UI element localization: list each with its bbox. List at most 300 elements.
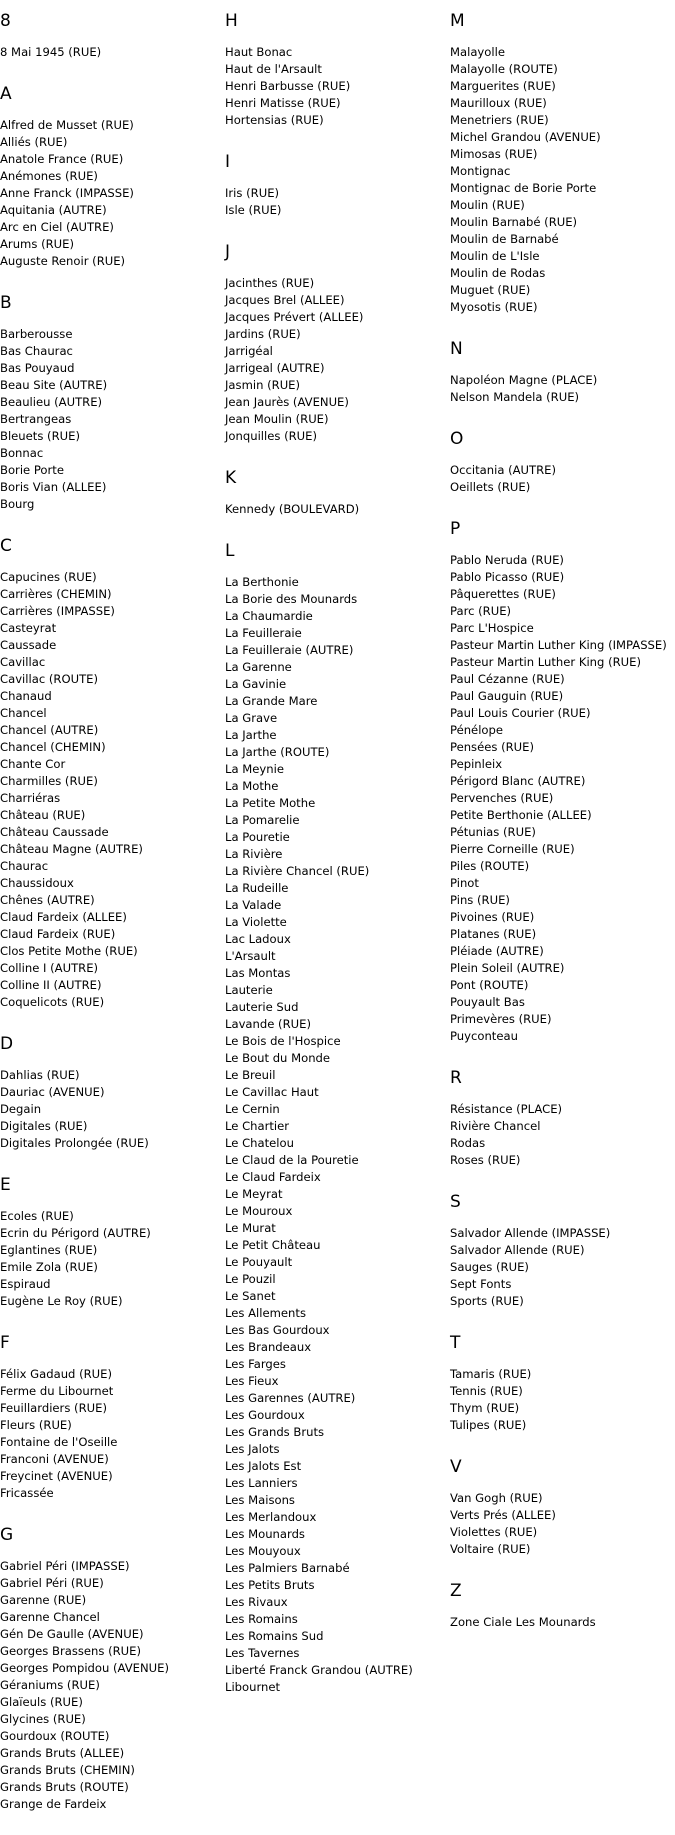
street-item: Les Romains bbox=[225, 1612, 298, 1626]
street-list bbox=[0, 44, 225, 61]
letter-section bbox=[0, 83, 225, 270]
street-item: La Rivière Chancel (RUE) bbox=[225, 864, 370, 878]
section-letter-heading: K bbox=[225, 468, 237, 488]
section-letter-heading: T bbox=[450, 1333, 461, 1353]
index-column bbox=[225, 10, 450, 1718]
street-item: Kennedy (BOULEVARD) bbox=[225, 502, 360, 516]
street-list bbox=[0, 117, 225, 270]
street-item: Claud Fardeix (RUE) bbox=[0, 927, 116, 941]
street-item: Félix Gadaud (RUE) bbox=[0, 1367, 113, 1381]
street-item: Dauriac (AVENUE) bbox=[0, 1085, 105, 1099]
street-item: Paul Louis Courier (RUE) bbox=[450, 706, 591, 720]
street-item: Les Grands Bruts bbox=[225, 1425, 325, 1439]
street-item: La Chaumardie bbox=[225, 609, 313, 623]
street-item: Chancel bbox=[0, 706, 47, 720]
street-item: Montignac de Borie Porte bbox=[450, 181, 597, 195]
street-item: Degain bbox=[0, 1102, 42, 1116]
street-list bbox=[225, 185, 450, 219]
street-item: Malayolle bbox=[450, 45, 505, 59]
street-item: Anatole France (RUE) bbox=[0, 152, 124, 166]
street-item: Jacques Prévert (ALLEE) bbox=[225, 310, 364, 324]
section-letter-heading: H bbox=[225, 11, 238, 31]
street-item: Lauterie bbox=[225, 983, 273, 997]
street-item: Jean Jaurès (AVENUE) bbox=[225, 395, 349, 409]
street-item: Alliés (RUE) bbox=[0, 135, 68, 149]
street-item: Georges Pompidou (AVENUE) bbox=[0, 1661, 169, 1675]
street-item: Pervenches (RUE) bbox=[450, 791, 554, 805]
section-letter-heading: E bbox=[0, 1175, 11, 1195]
street-item: Michel Grandou (AVENUE) bbox=[450, 130, 601, 144]
street-item: Voltaire (RUE) bbox=[450, 1542, 531, 1556]
street-list bbox=[450, 44, 675, 316]
street-item: Tamaris (RUE) bbox=[450, 1367, 532, 1381]
street-list bbox=[450, 1490, 675, 1558]
street-item: La Jarthe (ROUTE) bbox=[225, 745, 330, 759]
street-list bbox=[0, 1067, 225, 1152]
letter-section bbox=[225, 241, 450, 445]
street-item: Maurilloux (RUE) bbox=[450, 96, 547, 110]
street-item: Carrières (IMPASSE) bbox=[0, 604, 115, 618]
street-item: Piles (ROUTE) bbox=[450, 859, 530, 873]
street-item: Le Mouroux bbox=[225, 1204, 293, 1218]
street-item: La Borie des Mounards bbox=[225, 592, 358, 606]
section-letter-heading: M bbox=[450, 11, 465, 31]
street-list bbox=[0, 1558, 225, 1813]
street-item: Pablo Picasso (RUE) bbox=[450, 570, 565, 584]
street-item: La Pouretie bbox=[225, 830, 290, 844]
street-item: Tennis (RUE) bbox=[450, 1384, 523, 1398]
street-item: Jardins (RUE) bbox=[225, 327, 301, 341]
street-list bbox=[450, 1101, 675, 1169]
street-item: Las Montas bbox=[225, 966, 291, 980]
street-item: Moulin Barnabé (RUE) bbox=[450, 215, 578, 229]
street-item: Muguet (RUE) bbox=[450, 283, 531, 297]
street-item: Violettes (RUE) bbox=[450, 1525, 538, 1539]
street-item: Sept Fonts bbox=[450, 1277, 512, 1291]
street-item: Henri Barbusse (RUE) bbox=[225, 79, 351, 93]
letter-section bbox=[225, 540, 450, 1696]
index-column bbox=[450, 10, 675, 1653]
street-item: Claud Fardeix (ALLEE) bbox=[0, 910, 127, 924]
street-item: Espiraud bbox=[0, 1277, 51, 1291]
section-letter-heading: B bbox=[0, 293, 12, 313]
section-letter-heading: S bbox=[450, 1192, 461, 1212]
street-item: Les Garennes (AUTRE) bbox=[225, 1391, 356, 1405]
street-item: Cavillac (ROUTE) bbox=[0, 672, 99, 686]
street-item: Les Jalots bbox=[225, 1442, 280, 1456]
street-item: Freycinet (AVENUE) bbox=[0, 1469, 113, 1483]
street-item: Pensées (RUE) bbox=[450, 740, 535, 754]
street-item: Aquitania (AUTRE) bbox=[0, 203, 107, 217]
street-item: Les Lanniers bbox=[225, 1476, 298, 1490]
street-item: Arc en Ciel (AUTRE) bbox=[0, 220, 114, 234]
street-item: Les Tavernes bbox=[225, 1646, 300, 1660]
street-item: Malayolle (ROUTE) bbox=[450, 62, 558, 76]
street-item: Jasmin (RUE) bbox=[225, 378, 301, 392]
section-letter-heading: 8 bbox=[0, 11, 11, 31]
street-item: Myosotis (RUE) bbox=[450, 300, 538, 314]
street-item: Le Cavillac Haut bbox=[225, 1085, 319, 1099]
street-item: Petite Berthonie (ALLEE) bbox=[450, 808, 592, 822]
letter-section bbox=[450, 1191, 675, 1310]
section-letter-heading: D bbox=[0, 1034, 14, 1054]
street-item: Château (RUE) bbox=[0, 808, 86, 822]
street-item: Le Bout du Monde bbox=[225, 1051, 331, 1065]
street-item: Le Pouzil bbox=[225, 1272, 276, 1286]
street-item: Jarrigéal bbox=[225, 344, 273, 358]
street-item: La Valade bbox=[225, 898, 282, 912]
street-item: Fricassée bbox=[0, 1486, 54, 1500]
letter-section bbox=[0, 10, 225, 61]
letter-section bbox=[0, 1524, 225, 1813]
street-item: Emile Zola (RUE) bbox=[0, 1260, 98, 1274]
street-item: Pléiade (AUTRE) bbox=[450, 944, 544, 958]
street-item: Caussade bbox=[0, 638, 57, 652]
street-item: Lac Ladoux bbox=[225, 932, 291, 946]
letter-section bbox=[225, 10, 450, 129]
street-item: Jean Moulin (RUE) bbox=[225, 412, 329, 426]
street-item: Grands Bruts (ALLEE) bbox=[0, 1746, 125, 1760]
street-item: Périgord Blanc (AUTRE) bbox=[450, 774, 586, 788]
street-item: Bleuets (RUE) bbox=[0, 429, 80, 443]
street-list bbox=[450, 552, 675, 1045]
letter-section bbox=[450, 1580, 675, 1631]
street-item: Les Jalots Est bbox=[225, 1459, 302, 1473]
street-item: Chaussidoux bbox=[0, 876, 74, 890]
street-item: Chaurac bbox=[0, 859, 49, 873]
letter-section bbox=[0, 1332, 225, 1502]
street-item: Ecoles (RUE) bbox=[0, 1209, 74, 1223]
street-item: Lauterie Sud bbox=[225, 1000, 299, 1014]
street-item: Paul Gauguin (RUE) bbox=[450, 689, 564, 703]
street-item: Les Merlandoux bbox=[225, 1510, 317, 1524]
street-item: Beaulieu (AUTRE) bbox=[0, 395, 103, 409]
letter-section bbox=[0, 292, 225, 513]
street-item: Chênes (AUTRE) bbox=[0, 893, 95, 907]
street-item: Anémones (RUE) bbox=[0, 169, 98, 183]
street-item: Chancel (CHEMIN) bbox=[0, 740, 106, 754]
street-item: Charmilles (RUE) bbox=[0, 774, 98, 788]
street-item: Les Fieux bbox=[225, 1374, 279, 1388]
street-item: Pont (ROUTE) bbox=[450, 978, 529, 992]
street-item: Oeillets (RUE) bbox=[450, 480, 531, 494]
street-item: Jarrigeal (AUTRE) bbox=[225, 361, 325, 375]
street-item: Eglantines (RUE) bbox=[0, 1243, 98, 1257]
street-item: Alfred de Musset (RUE) bbox=[0, 118, 134, 132]
street-item: Feuillardiers (RUE) bbox=[0, 1401, 107, 1415]
street-item: Auguste Renoir (RUE) bbox=[0, 254, 126, 268]
street-item: Clos Petite Mothe (RUE) bbox=[0, 944, 138, 958]
street-item: Tulipes (RUE) bbox=[450, 1418, 527, 1432]
section-letter-heading: P bbox=[450, 519, 461, 539]
street-item: Verts Prés (ALLEE) bbox=[450, 1508, 556, 1522]
street-item: Le Petit Château bbox=[225, 1238, 321, 1252]
street-item: Nelson Mandela (RUE) bbox=[450, 390, 580, 404]
street-item: La Rudeille bbox=[225, 881, 289, 895]
street-list bbox=[0, 1208, 225, 1310]
street-item: Le Sanet bbox=[225, 1289, 276, 1303]
street-item: Les Mounards bbox=[225, 1527, 305, 1541]
street-item: Jacinthes (RUE) bbox=[225, 276, 315, 290]
street-item: Jacques Brel (ALLEE) bbox=[225, 293, 345, 307]
street-item: Le Meyrat bbox=[225, 1187, 283, 1201]
section-letter-heading: J bbox=[225, 242, 231, 262]
street-item: Charriéras bbox=[0, 791, 61, 805]
letter-section bbox=[450, 1332, 675, 1434]
street-item: Salvador Allende (IMPASSE) bbox=[450, 1226, 611, 1240]
street-list bbox=[0, 326, 225, 513]
street-item: Cavillac bbox=[0, 655, 46, 669]
street-item: Puyconteau bbox=[450, 1029, 518, 1043]
street-item: La Jarthe bbox=[225, 728, 277, 742]
letter-section bbox=[450, 10, 675, 316]
street-item: Jonquilles (RUE) bbox=[225, 429, 318, 443]
street-item: Fleurs (RUE) bbox=[0, 1418, 72, 1432]
street-list bbox=[0, 1366, 225, 1502]
street-list bbox=[0, 569, 225, 1011]
section-letter-heading: F bbox=[0, 1333, 10, 1353]
street-item: Pinot bbox=[450, 876, 479, 890]
street-item: Parc L'Hospice bbox=[450, 621, 534, 635]
street-item: Pétunias (RUE) bbox=[450, 825, 536, 839]
letter-section bbox=[225, 151, 450, 219]
street-item: Le Chatelou bbox=[225, 1136, 294, 1150]
letter-section bbox=[450, 1067, 675, 1169]
street-item: Van Gogh (RUE) bbox=[450, 1491, 543, 1505]
street-item: Les Maisons bbox=[225, 1493, 295, 1507]
street-item: Chancel (AUTRE) bbox=[0, 723, 99, 737]
street-item: La Rivière bbox=[225, 847, 283, 861]
street-item: Le Claud Fardeix bbox=[225, 1170, 321, 1184]
street-item: Pierre Corneille (RUE) bbox=[450, 842, 575, 856]
street-item: Rodas bbox=[450, 1136, 486, 1150]
street-item: Moulin de L'Isle bbox=[450, 249, 540, 263]
street-item: Géraniums (RUE) bbox=[0, 1678, 100, 1692]
street-item: Gourdoux (ROUTE) bbox=[0, 1729, 110, 1743]
street-list bbox=[450, 462, 675, 496]
street-item: Paul Cézanne (RUE) bbox=[450, 672, 565, 686]
street-item: Sports (RUE) bbox=[450, 1294, 524, 1308]
street-item: Boris Vian (ALLEE) bbox=[0, 480, 107, 494]
street-item: Anne Franck (IMPASSE) bbox=[0, 186, 134, 200]
street-item: Le Pouyault bbox=[225, 1255, 293, 1269]
street-item: Capucines (RUE) bbox=[0, 570, 97, 584]
street-item: Chanaud bbox=[0, 689, 52, 703]
street-item: La Pomarelie bbox=[225, 813, 300, 827]
street-item: Le Claud de la Pouretie bbox=[225, 1153, 359, 1167]
street-list bbox=[450, 372, 675, 406]
street-item: Sauges (RUE) bbox=[450, 1260, 529, 1274]
street-list bbox=[450, 1366, 675, 1434]
street-item: Pouyault Bas bbox=[450, 995, 525, 1009]
street-item: Glycines (RUE) bbox=[0, 1712, 86, 1726]
street-item: Grands Bruts (CHEMIN) bbox=[0, 1763, 135, 1777]
street-item: Borie Porte bbox=[0, 463, 64, 477]
street-item: Le Cernin bbox=[225, 1102, 280, 1116]
section-letter-heading: R bbox=[450, 1068, 462, 1088]
street-item: Colline II (AUTRE) bbox=[0, 978, 102, 992]
section-letter-heading: V bbox=[450, 1457, 462, 1477]
letter-section bbox=[0, 1174, 225, 1310]
street-item: Napoléon Magne (PLACE) bbox=[450, 373, 598, 387]
street-item: Salvador Allende (RUE) bbox=[450, 1243, 585, 1257]
street-item: Les Bas Gourdoux bbox=[225, 1323, 330, 1337]
street-item: Isle (RUE) bbox=[225, 203, 282, 217]
street-item: Ecrin du Périgord (AUTRE) bbox=[0, 1226, 151, 1240]
street-item: Haut de l'Arsault bbox=[225, 62, 322, 76]
street-item: Iris (RUE) bbox=[225, 186, 280, 200]
street-item: La Berthonie bbox=[225, 575, 299, 589]
street-item: Moulin de Rodas bbox=[450, 266, 546, 280]
street-item: Colline I (AUTRE) bbox=[0, 961, 99, 975]
street-item: La Petite Mothe bbox=[225, 796, 316, 810]
street-item: Plein Soleil (AUTRE) bbox=[450, 961, 565, 975]
street-list bbox=[450, 1225, 675, 1310]
street-item: Garenne Chancel bbox=[0, 1610, 100, 1624]
street-item: Chante Cor bbox=[0, 757, 66, 771]
street-item: Château Magne (AUTRE) bbox=[0, 842, 143, 856]
street-item: Georges Brassens (RUE) bbox=[0, 1644, 142, 1658]
street-item: Menetriers (RUE) bbox=[450, 113, 549, 127]
street-list bbox=[450, 1614, 675, 1631]
section-letter-heading: L bbox=[225, 541, 235, 561]
street-item: Pablo Neruda (RUE) bbox=[450, 553, 564, 567]
street-item: Arums (RUE) bbox=[0, 237, 74, 251]
section-letter-heading: I bbox=[225, 152, 231, 172]
street-item: Franconi (AVENUE) bbox=[0, 1452, 109, 1466]
street-item: La Feuilleraie bbox=[225, 626, 302, 640]
street-item: Pasteur Martin Luther King (IMPASSE) bbox=[450, 638, 667, 652]
street-item: Roses (RUE) bbox=[450, 1153, 521, 1167]
street-item: Le Bois de l'Hospice bbox=[225, 1034, 341, 1048]
street-item: Bourg bbox=[0, 497, 35, 511]
street-item: La Violette bbox=[225, 915, 287, 929]
section-letter-heading: A bbox=[0, 84, 12, 104]
street-item: Digitales Prolongée (RUE) bbox=[0, 1136, 149, 1150]
street-item: Hortensias (RUE) bbox=[225, 113, 324, 127]
street-item: Pepinleix bbox=[450, 757, 503, 771]
street-item: Coquelicots (RUE) bbox=[0, 995, 105, 1009]
street-item: Liberté Franck Grandou (AUTRE) bbox=[225, 1663, 413, 1677]
letter-section bbox=[0, 535, 225, 1011]
street-item: Mimosas (RUE) bbox=[450, 147, 538, 161]
letter-section bbox=[450, 518, 675, 1045]
section-letter-heading: O bbox=[450, 429, 464, 449]
street-item: Les Mouyoux bbox=[225, 1544, 301, 1558]
street-item: Montignac bbox=[450, 164, 511, 178]
street-item: Le Breuil bbox=[225, 1068, 276, 1082]
street-item: Château Caussade bbox=[0, 825, 109, 839]
street-item: La Feuilleraie (AUTRE) bbox=[225, 643, 354, 657]
street-item: Les Gourdoux bbox=[225, 1408, 305, 1422]
street-item: Primevères (RUE) bbox=[450, 1012, 552, 1026]
street-item: Bertrangeas bbox=[0, 412, 72, 426]
street-item: Dahlias (RUE) bbox=[0, 1068, 80, 1082]
street-item: Pénélope bbox=[450, 723, 503, 737]
street-item: Platanes (RUE) bbox=[450, 927, 537, 941]
street-item: Marguerites (RUE) bbox=[450, 79, 556, 93]
street-item: Pasteur Martin Luther King (RUE) bbox=[450, 655, 641, 669]
section-letter-heading: C bbox=[0, 536, 12, 556]
street-item: Les Allements bbox=[225, 1306, 306, 1320]
street-item: 8 Mai 1945 (RUE) bbox=[0, 45, 102, 59]
street-item: Casteyrat bbox=[0, 621, 57, 635]
street-item: Bas Chaurac bbox=[0, 344, 73, 358]
street-item: Les Rivaux bbox=[225, 1595, 288, 1609]
street-item: Digitales (RUE) bbox=[0, 1119, 88, 1133]
street-item: Bonnac bbox=[0, 446, 44, 460]
street-list bbox=[225, 501, 450, 518]
street-item: Résistance (PLACE) bbox=[450, 1102, 563, 1116]
street-item: Rivière Chancel bbox=[450, 1119, 541, 1133]
street-item: Pivoines (RUE) bbox=[450, 910, 535, 924]
letter-section bbox=[450, 1456, 675, 1558]
street-item: Le Chartier bbox=[225, 1119, 290, 1133]
street-list bbox=[225, 574, 450, 1696]
street-item: Moulin de Barnabé bbox=[450, 232, 559, 246]
street-item: Les Farges bbox=[225, 1357, 286, 1371]
street-item: Moulin (RUE) bbox=[450, 198, 525, 212]
street-item: La Meynie bbox=[225, 762, 284, 776]
street-item: Glaïeuls (RUE) bbox=[0, 1695, 83, 1709]
street-list bbox=[225, 275, 450, 445]
letter-section bbox=[225, 467, 450, 518]
street-item: L'Arsault bbox=[225, 949, 276, 963]
street-list bbox=[225, 44, 450, 129]
street-item: Carrières (CHEMIN) bbox=[0, 587, 112, 601]
street-item: La Gavinie bbox=[225, 677, 287, 691]
street-item: Grange de Fardeix bbox=[0, 1797, 107, 1811]
street-item: Lavande (RUE) bbox=[225, 1017, 311, 1031]
street-item: Beau Site (AUTRE) bbox=[0, 378, 108, 392]
street-item: Barberousse bbox=[0, 327, 73, 341]
street-item: Zone Ciale Les Mounards bbox=[450, 1615, 596, 1629]
section-letter-heading: G bbox=[0, 1525, 14, 1545]
section-letter-heading: Z bbox=[450, 1581, 462, 1601]
street-item: Eugène Le Roy (RUE) bbox=[0, 1294, 123, 1308]
street-item: Ferme du Libournet bbox=[0, 1384, 114, 1398]
street-item: La Mothe bbox=[225, 779, 279, 793]
street-item: La Garenne bbox=[225, 660, 292, 674]
letter-section bbox=[450, 338, 675, 406]
street-item: La Grave bbox=[225, 711, 278, 725]
street-item: Les Brandeaux bbox=[225, 1340, 312, 1354]
street-item: Libournet bbox=[225, 1680, 281, 1694]
street-item: Gén De Gaulle (AVENUE) bbox=[0, 1627, 144, 1641]
street-item: La Grande Mare bbox=[225, 694, 318, 708]
street-item: Les Petits Bruts bbox=[225, 1578, 315, 1592]
index-column bbox=[0, 10, 225, 1835]
street-item: Gabriel Péri (IMPASSE) bbox=[0, 1559, 130, 1573]
street-item: Thym (RUE) bbox=[450, 1401, 520, 1415]
street-item: Garenne (RUE) bbox=[0, 1593, 87, 1607]
street-item: Les Romains Sud bbox=[225, 1629, 324, 1643]
street-item: Gabriel Péri (RUE) bbox=[0, 1576, 104, 1590]
letter-section bbox=[450, 428, 675, 496]
street-item: Les Palmiers Barnabé bbox=[225, 1561, 350, 1575]
street-item: Pâquerettes (RUE) bbox=[450, 587, 556, 601]
street-item: Parc (RUE) bbox=[450, 604, 512, 618]
street-item: Haut Bonac bbox=[225, 45, 293, 59]
section-letter-heading: N bbox=[450, 339, 463, 359]
street-item: Le Murat bbox=[225, 1221, 276, 1235]
letter-section bbox=[0, 1033, 225, 1152]
street-item: Pins (RUE) bbox=[450, 893, 510, 907]
street-item: Bas Pouyaud bbox=[0, 361, 75, 375]
street-item: Henri Matisse (RUE) bbox=[225, 96, 341, 110]
street-item: Grands Bruts (ROUTE) bbox=[0, 1780, 129, 1794]
street-item: Fontaine de l'Oseille bbox=[0, 1435, 118, 1449]
